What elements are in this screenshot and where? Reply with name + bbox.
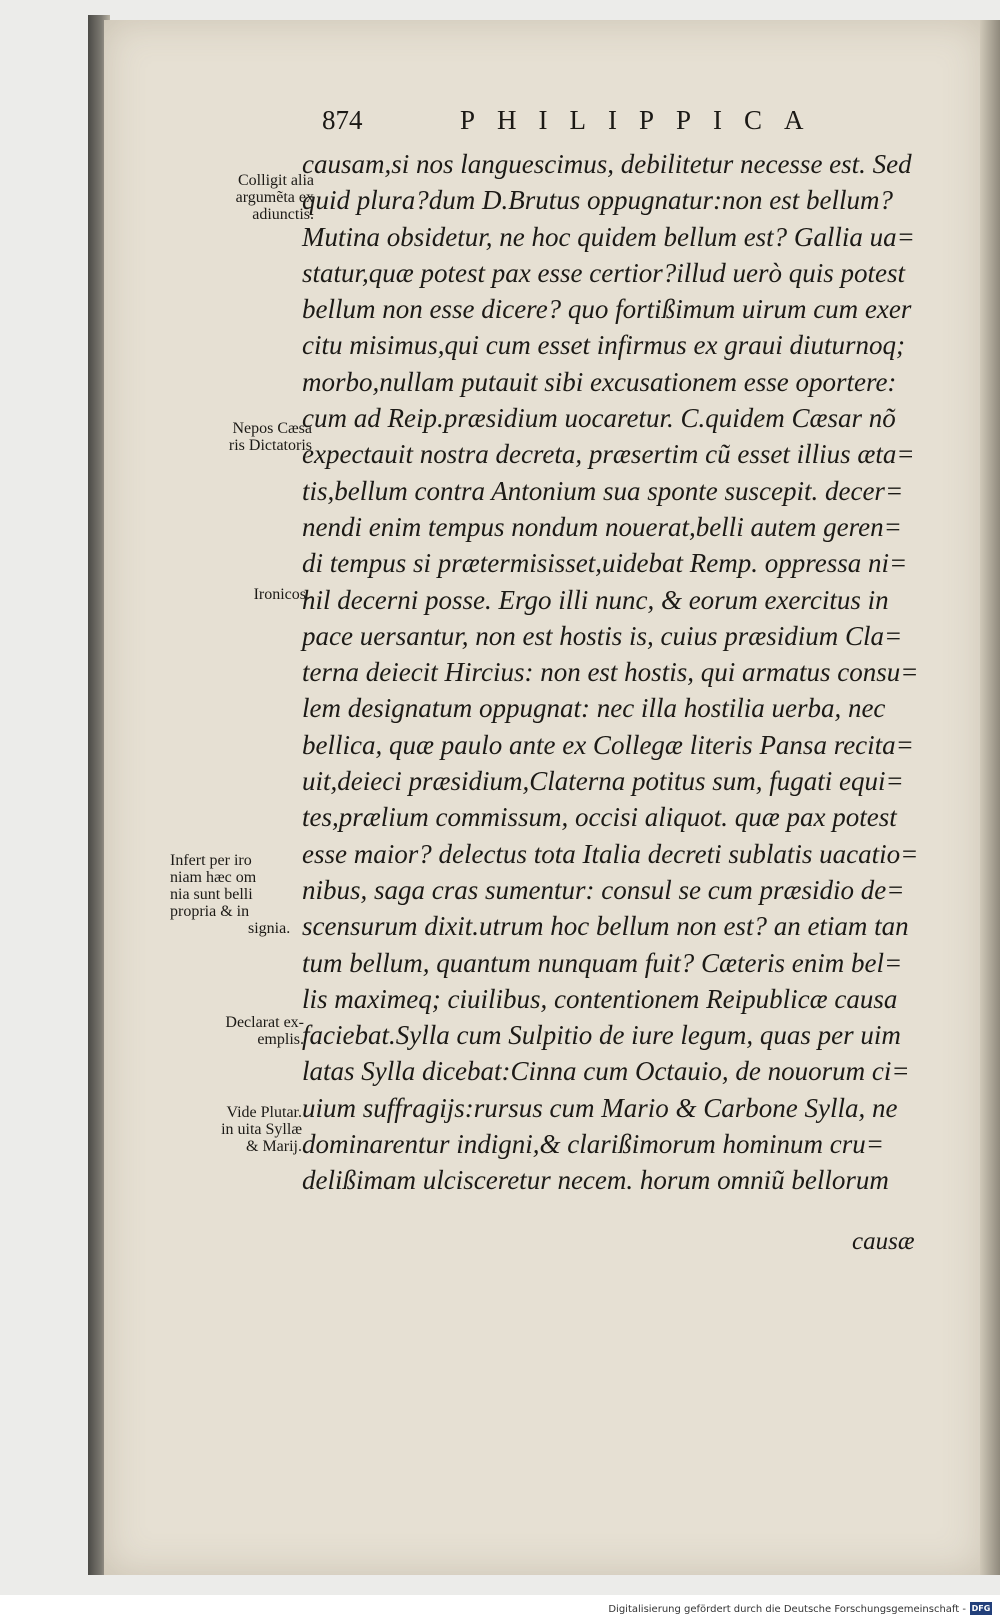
text-line: nibus, saga cras sumentur: consul se cum præsidio de= (302, 874, 905, 905)
text-line: uit,deieci præsidium,Claterna potitus sum, fugati equi= (302, 766, 904, 797)
margin-note-1 (186, 172, 314, 223)
text-line: cum ad Reip.præsidium uocaretur. C.quidem Cæsar nõ (302, 403, 896, 434)
text-line: quid plura?dum D.Brutus oppugnatur:non est bellum? (302, 185, 893, 216)
text-line: latas Sylla dicebat:Cinna cum Octauio, de nouorum ci= (302, 1056, 910, 1087)
text-line: nendi enim tempus nondum nouerat,belli autem geren= (302, 511, 902, 542)
text-line: tes,prælium commissum, occisi aliquot. quæ pax potest (302, 802, 897, 833)
margin-note-line: in uita Syllæ (221, 1121, 302, 1138)
margin-note-line: Declarat ex- (225, 1014, 304, 1031)
text-line: expectauit nostra decreta, præsertim cũ esset illius ætа= (302, 439, 915, 470)
margin-note-2 (184, 420, 312, 454)
text-line: scensurum dixit.utrum hoc bellum non est? an etiam tan (302, 911, 909, 942)
text-line: esse maior? delectus tota Italia decreti sublatis uacatio= (302, 838, 919, 869)
margin-note-line: argumẽta ex (235, 189, 314, 206)
text-line: dominarentur indigni,& clarißimorum hominum cru= (302, 1129, 884, 1160)
margin-note-line: signia. (248, 920, 291, 937)
margin-note-line: Colligit alia (238, 172, 314, 189)
margin-note-line: adiunctis. (252, 206, 314, 223)
text-line: causam,si nos languescimus, debilitetur necesse est. Sed (302, 149, 912, 179)
catchword: causæ (852, 1228, 915, 1255)
margin-note-line: niam hæc om (170, 869, 257, 886)
text-line: pace uersantur, non est hostis is, cuius præsidium Cla= (302, 620, 903, 651)
text-line: uium suffragijs:rursus cum Mario & Carbone Sylla, ne (302, 1092, 898, 1123)
text-line: hil decerni posse. Ergo illi nunc, & eorum exercitus in (302, 584, 889, 615)
text-line: bellum non esse dicere? quo fortißimum uirum cum exer (302, 294, 912, 325)
margin-note-3 (186, 586, 310, 603)
margin-note-line: emplis. (257, 1031, 304, 1048)
text-line: terna deiecit Hircius: non est hostis, qui armatus consu= (302, 657, 919, 688)
margin-note-line: nia sunt belli (170, 886, 253, 903)
digitization-credit: Digitalisierung gefördert durch die Deutsche Forschungsgemeinschaft - (608, 1604, 966, 1615)
running-head: PHILIPPICA (460, 105, 826, 135)
margin-note-4 (170, 852, 306, 937)
text-line: Mutina obsidetur, ne hoc quidem bellum est? Gallia ua= (302, 221, 915, 252)
text-line: morbo,nullam putauit sibi excusationem esse oportere: (302, 366, 897, 397)
page-number: 874 (322, 105, 363, 135)
page-edge (980, 20, 1000, 1575)
dfg-logo: DFG (971, 1604, 991, 1613)
margin-note-line: Infert per iro (170, 852, 252, 869)
text-line: tum bellum, quantum nunquam fuit? Cæteris enim bel= (302, 947, 903, 978)
text-line: statur,quæ potest pax esse certior?illud uerò quis potest (302, 257, 905, 288)
margin-note-5 (170, 1014, 304, 1048)
margin-note-line: Nepos Cæsa (232, 420, 312, 437)
margin-note-line: ris Dictatoris (228, 437, 312, 454)
margin-note-6 (166, 1104, 302, 1155)
page-header (322, 105, 922, 145)
margin-note-line: Vide Plutar. (226, 1104, 302, 1121)
margin-note-line: propria & in (170, 903, 250, 920)
text-line: faciebat.Sylla cum Sulpitio de iure legum, quas per uim (302, 1020, 901, 1051)
text-line: tis,bellum contra Antonium sua sponte suscepit. decer= (302, 475, 904, 506)
text-line: delißimam ulcisceretur necem. horum omniũ bellorum (302, 1165, 889, 1196)
text-line: citu misimus,qui cum esset infirmus ex graui diuturnoq; (302, 330, 905, 361)
margin-note-line: Ironicos. (253, 586, 310, 603)
text-line: bellica, quæ paulo ante ex Collegæ literis Pansa recita= (302, 729, 914, 760)
body-text (302, 146, 942, 1199)
text-line: di tempus si prætermisisset,uidebat Remp. oppressa ni= (302, 548, 908, 579)
margin-note-line: & Marij. (246, 1138, 302, 1155)
text-line: lis maximeq; ciuilibus, contentionem Reipublicæ causa (302, 983, 898, 1014)
text-line: lem designatum oppugnat: nec illa hostilia uerba, nec (302, 693, 886, 724)
